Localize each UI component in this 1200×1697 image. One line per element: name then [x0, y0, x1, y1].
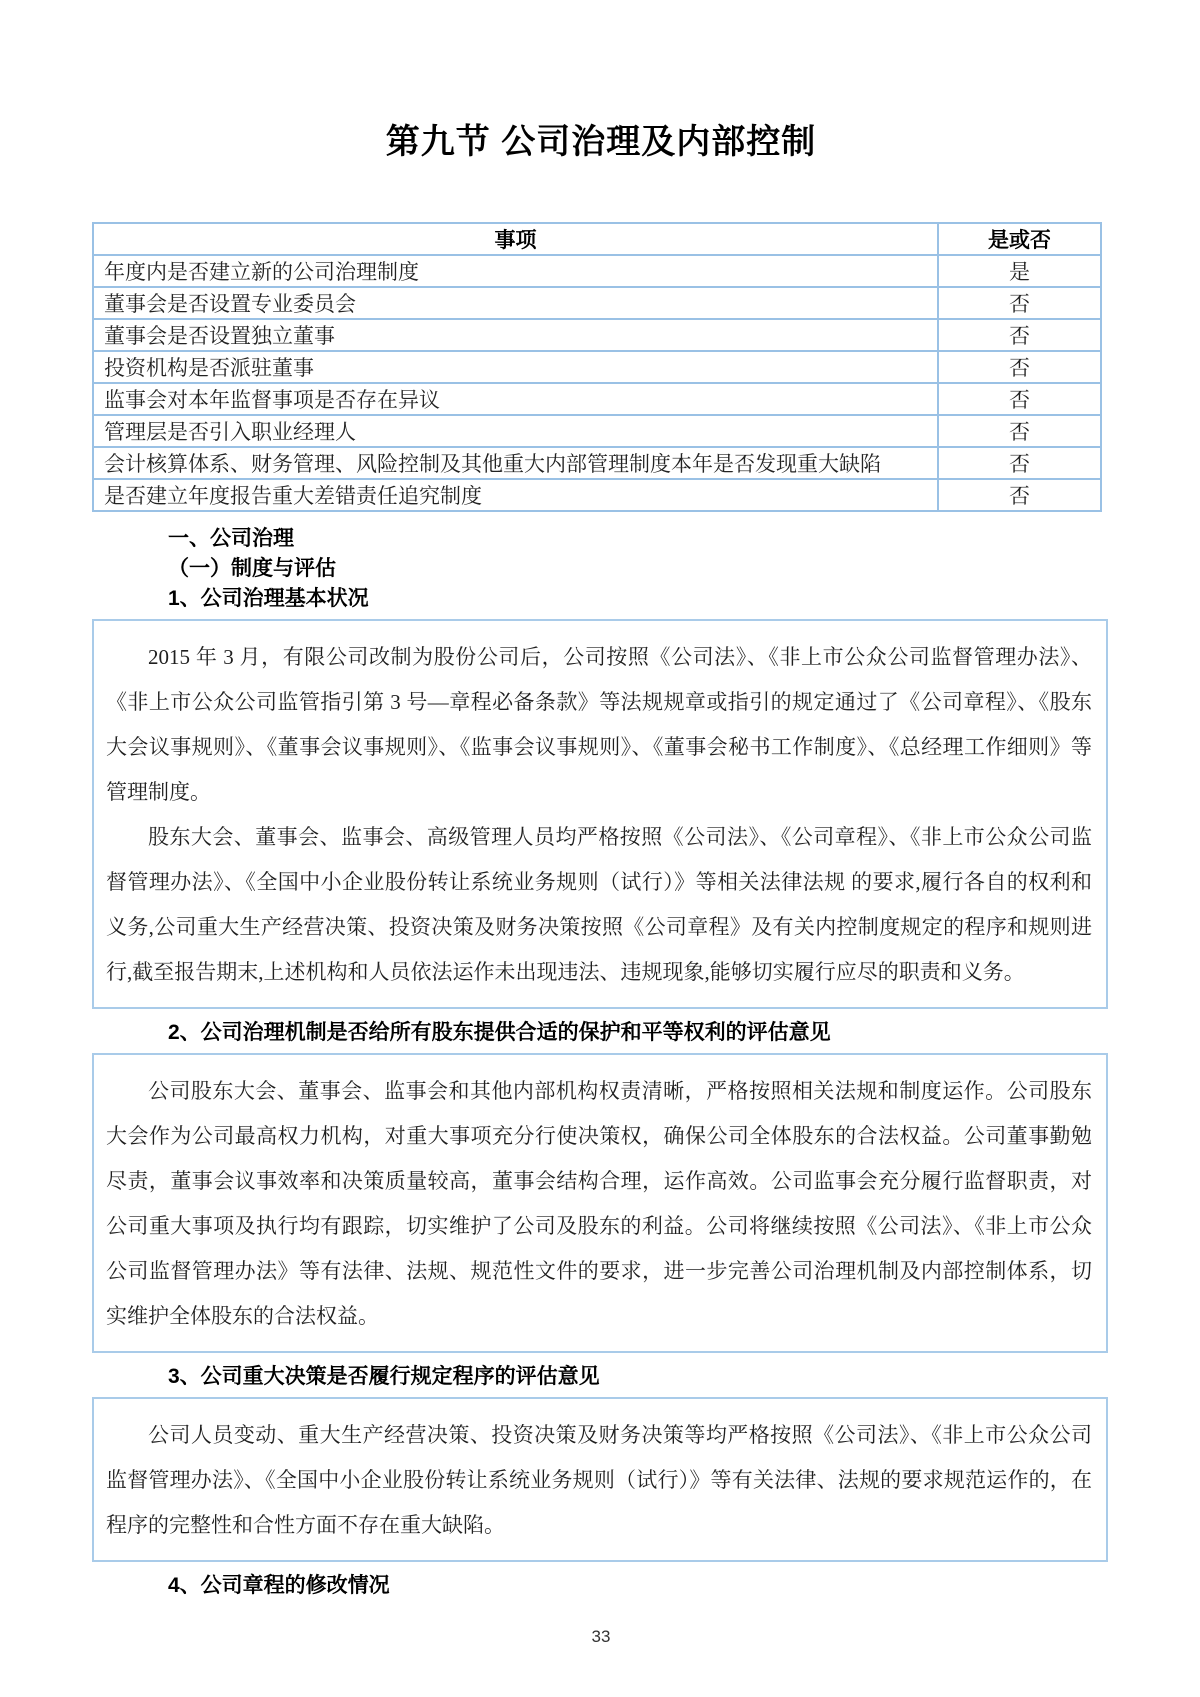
table-row [93, 383, 1101, 415]
section-headings [92, 524, 1110, 614]
item-cell: 管理层是否引入职业经理人 [93, 415, 938, 447]
item-cell: 董事会是否设置独立董事 [93, 319, 938, 351]
value-cell: 否 [938, 319, 1101, 351]
value-cell: 否 [938, 447, 1101, 479]
heading-4-articles-amendment: 4、公司章程的修改情况 [168, 1574, 390, 1597]
value-cell: 是 [938, 255, 1101, 287]
column-header-item: 事项 [93, 223, 938, 255]
text-box-major-decisions [92, 1397, 1108, 1562]
item-cell: 会计核算体系、财务管理、风险控制及其他重大内部管理制度本年是否发现重大缺陷 [93, 447, 938, 479]
value-cell: 否 [938, 287, 1101, 319]
text-box-governance-basic [92, 619, 1108, 1009]
value-cell: 否 [938, 351, 1101, 383]
page-content [0, 118, 1200, 1647]
table-row [93, 447, 1101, 479]
paragraph: 股东大会、董事会、监事会、高级管理人员均严格按照《公司法》、《公司章程》、《非上市公众公司监督管理办法》、《全国中小企业股份转让系统业务规则（试行）》等相关法律法规 的要求,履行各自的权利和义务,公司重大生产经营决策、投资决策及财务决策按照《公司章程》及有关内控制度规定的程序和规则进行,截至报告期末,上述机构和人员依法运作未出现违法、违规现象,能够切实履行应尽的职责和义务。 [106, 825, 1092, 984]
table-row [93, 287, 1101, 319]
page-number: 33 [591, 1627, 611, 1646]
paragraph: 公司股东大会、董事会、监事会和其他内部机构权责清晰，严格按照相关法规和制度运作。公司股东大会作为公司最高权力机构，对重大事项充分行使决策权，确保公司全体股东的合法权益。公司董事勤勉尽责，董事会议事效率和决策质量较高，董事会结构合理，运作高效。公司监事会充分履行监督职责，对公司重大事项及执行均有跟踪，切实维护了公司及股东的利益。公司将继续按照《公司法》、《非上市公众公司监督管理办法》等有法律、法规、规范性文件的要求，进一步完善公司治理机制及内部控制体系，切实维护全体股东的合法权益。 [106, 1079, 1092, 1328]
item-cell: 年度内是否建立新的公司治理制度 [93, 255, 938, 287]
table-row [93, 351, 1101, 383]
item-cell: 监事会对本年监督事项是否存在异议 [93, 383, 938, 415]
governance-table [92, 222, 1102, 512]
text-box-shareholder-protection [92, 1053, 1108, 1353]
value-cell: 否 [938, 479, 1101, 511]
item-cell: 董事会是否设置专业委员会 [93, 287, 938, 319]
value-cell: 否 [938, 415, 1101, 447]
table-row [93, 319, 1101, 351]
paragraph: 2015 年 3 月，有限公司改制为股份公司后，公司按照《公司法》、《非上市公众公司监督管理办法》、《非上市公众公司监管指引第 3 号—章程必备条款》等法规规章或指引的规定通过了《公司章程》、《股东大会议事规则》、《董事会议事规则》、《监事会议事规则》、《董事会秘书工作制度》、《总经理工作细则》等管理制度。 [106, 645, 1092, 804]
heading-level1-governance: 一、公司治理 [168, 527, 294, 550]
page-title: 第九节 公司治理及内部控制 [385, 123, 817, 161]
item-cell: 投资机构是否派驻董事 [93, 351, 938, 383]
paragraph: 公司人员变动、重大生产经营决策、投资决策及财务决策等均严格按照《公司法》、《非上市公众公司监督管理办法》、《全国中小企业股份转让系统业务规则（试行）》等有关法律、法规的要求规范运作的，在程序的完整性和合性方面不存在重大缺陷。 [106, 1423, 1092, 1537]
table-row [93, 415, 1101, 447]
column-header-value: 是或否 [938, 223, 1101, 255]
table-header-row [93, 223, 1101, 255]
heading-1-basic-status: 1、公司治理基本状况 [168, 587, 369, 610]
heading-level2-system-evaluation: （一）制度与评估 [168, 557, 336, 580]
item-cell: 是否建立年度报告重大差错责任追究制度 [93, 479, 938, 511]
table-row [93, 479, 1101, 511]
heading-2-shareholder-protection: 2、公司治理机制是否给所有股东提供合适的保护和平等权利的评估意见 [168, 1021, 831, 1044]
table-row [93, 255, 1101, 287]
heading-3-major-decisions: 3、公司重大决策是否履行规定程序的评估意见 [168, 1365, 600, 1388]
value-cell: 否 [938, 383, 1101, 415]
